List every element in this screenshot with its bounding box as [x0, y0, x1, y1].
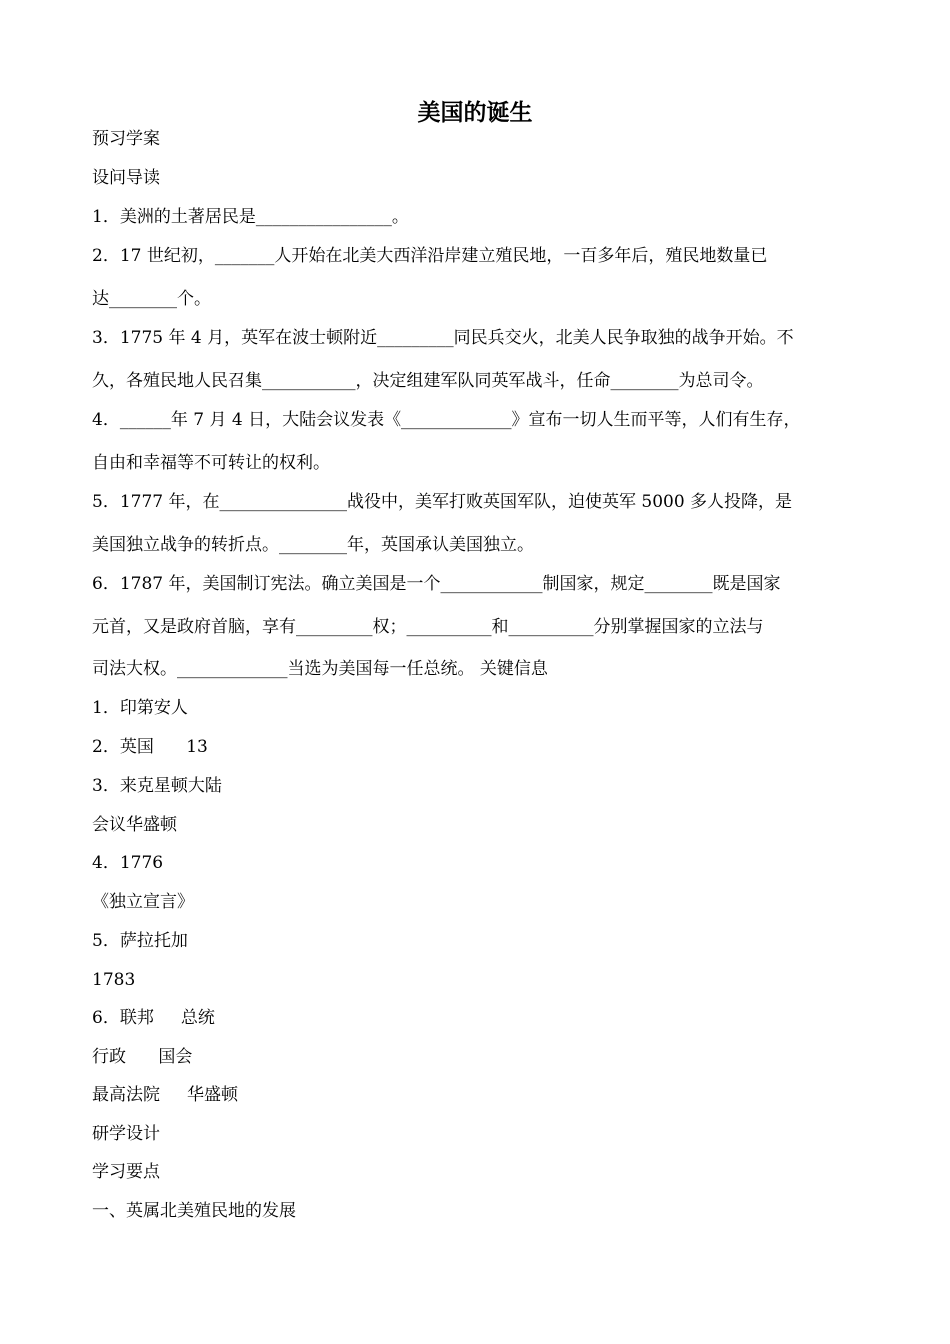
answer-6-line-3: 最高法院 华盛顿: [92, 1085, 239, 1105]
question-5-line-1: 5．1777 年，在_______________战役中，美军打败英国军队，迫使英军 5000 多人投降，是: [92, 492, 793, 512]
answer-4-line-1: 4．1776: [92, 853, 164, 873]
section-heading-key-points: 学习要点: [92, 1162, 160, 1182]
section-heading-preview: 预习学案: [92, 129, 160, 149]
answer-3-line-2: 会议华盛顿: [92, 815, 177, 835]
question-4-line-2: 自由和幸福等不可转让的权利。: [92, 453, 330, 473]
question-2-line-1: 2．17 世纪初，_______人开始在北美大西洋沿岸建立殖民地，一百多年后，殖民地数量已: [92, 246, 768, 266]
answer-1: 1．印第安人: [92, 698, 188, 718]
page-title: 美国的诞生: [417, 100, 533, 126]
answer-4-line-2: 《独立宣言》: [92, 892, 194, 912]
question-6-line-3: 司法大权。_____________当选为美国每一任总统。 关键信息: [92, 659, 548, 679]
answer-6-line-1: 6．联邦 总统: [92, 1008, 215, 1028]
section-heading-study-design: 研学设计: [92, 1124, 160, 1144]
question-3-line-1: 3．1775 年 4 月，英军在波士顿附近_________同民兵交火，北美人民争取独的战争开始。不: [92, 328, 794, 348]
answer-5-line-2: 1783: [92, 970, 136, 990]
answer-6-line-2: 行政 国会: [92, 1047, 193, 1067]
question-6-line-2: 元首，又是政府首脑，享有_________权；__________和__________分别掌握国家的立法与: [92, 617, 764, 637]
subsection-heading-colonies: 一、英属北美殖民地的发展: [92, 1201, 296, 1221]
question-1: 1．美洲的土著居民是________________。: [92, 207, 409, 227]
question-3-line-2: 久，各殖民地人民召集___________，决定组建军队同英军战斗，任命________为总司令。: [92, 371, 764, 391]
question-6-line-1: 6．1787 年，美国制订宪法。确立美国是一个____________制国家，规定________既是国家: [92, 574, 781, 594]
section-heading-guided-questions: 设问导读: [92, 168, 160, 188]
question-2-line-2: 达________个。: [92, 289, 211, 309]
question-5-line-2: 美国独立战争的转折点。________年，英国承认美国独立。: [92, 535, 534, 555]
question-4-line-1: 4．______年 7 月 4 日，大陆会议发表《_____________》宣布一切人生而平等，人们有生存，: [92, 410, 801, 430]
answer-5-line-1: 5．萨拉托加: [92, 931, 188, 951]
answer-2: 2．英国 13: [92, 737, 208, 757]
answer-3-line-1: 3．来克星顿大陆: [92, 776, 222, 796]
